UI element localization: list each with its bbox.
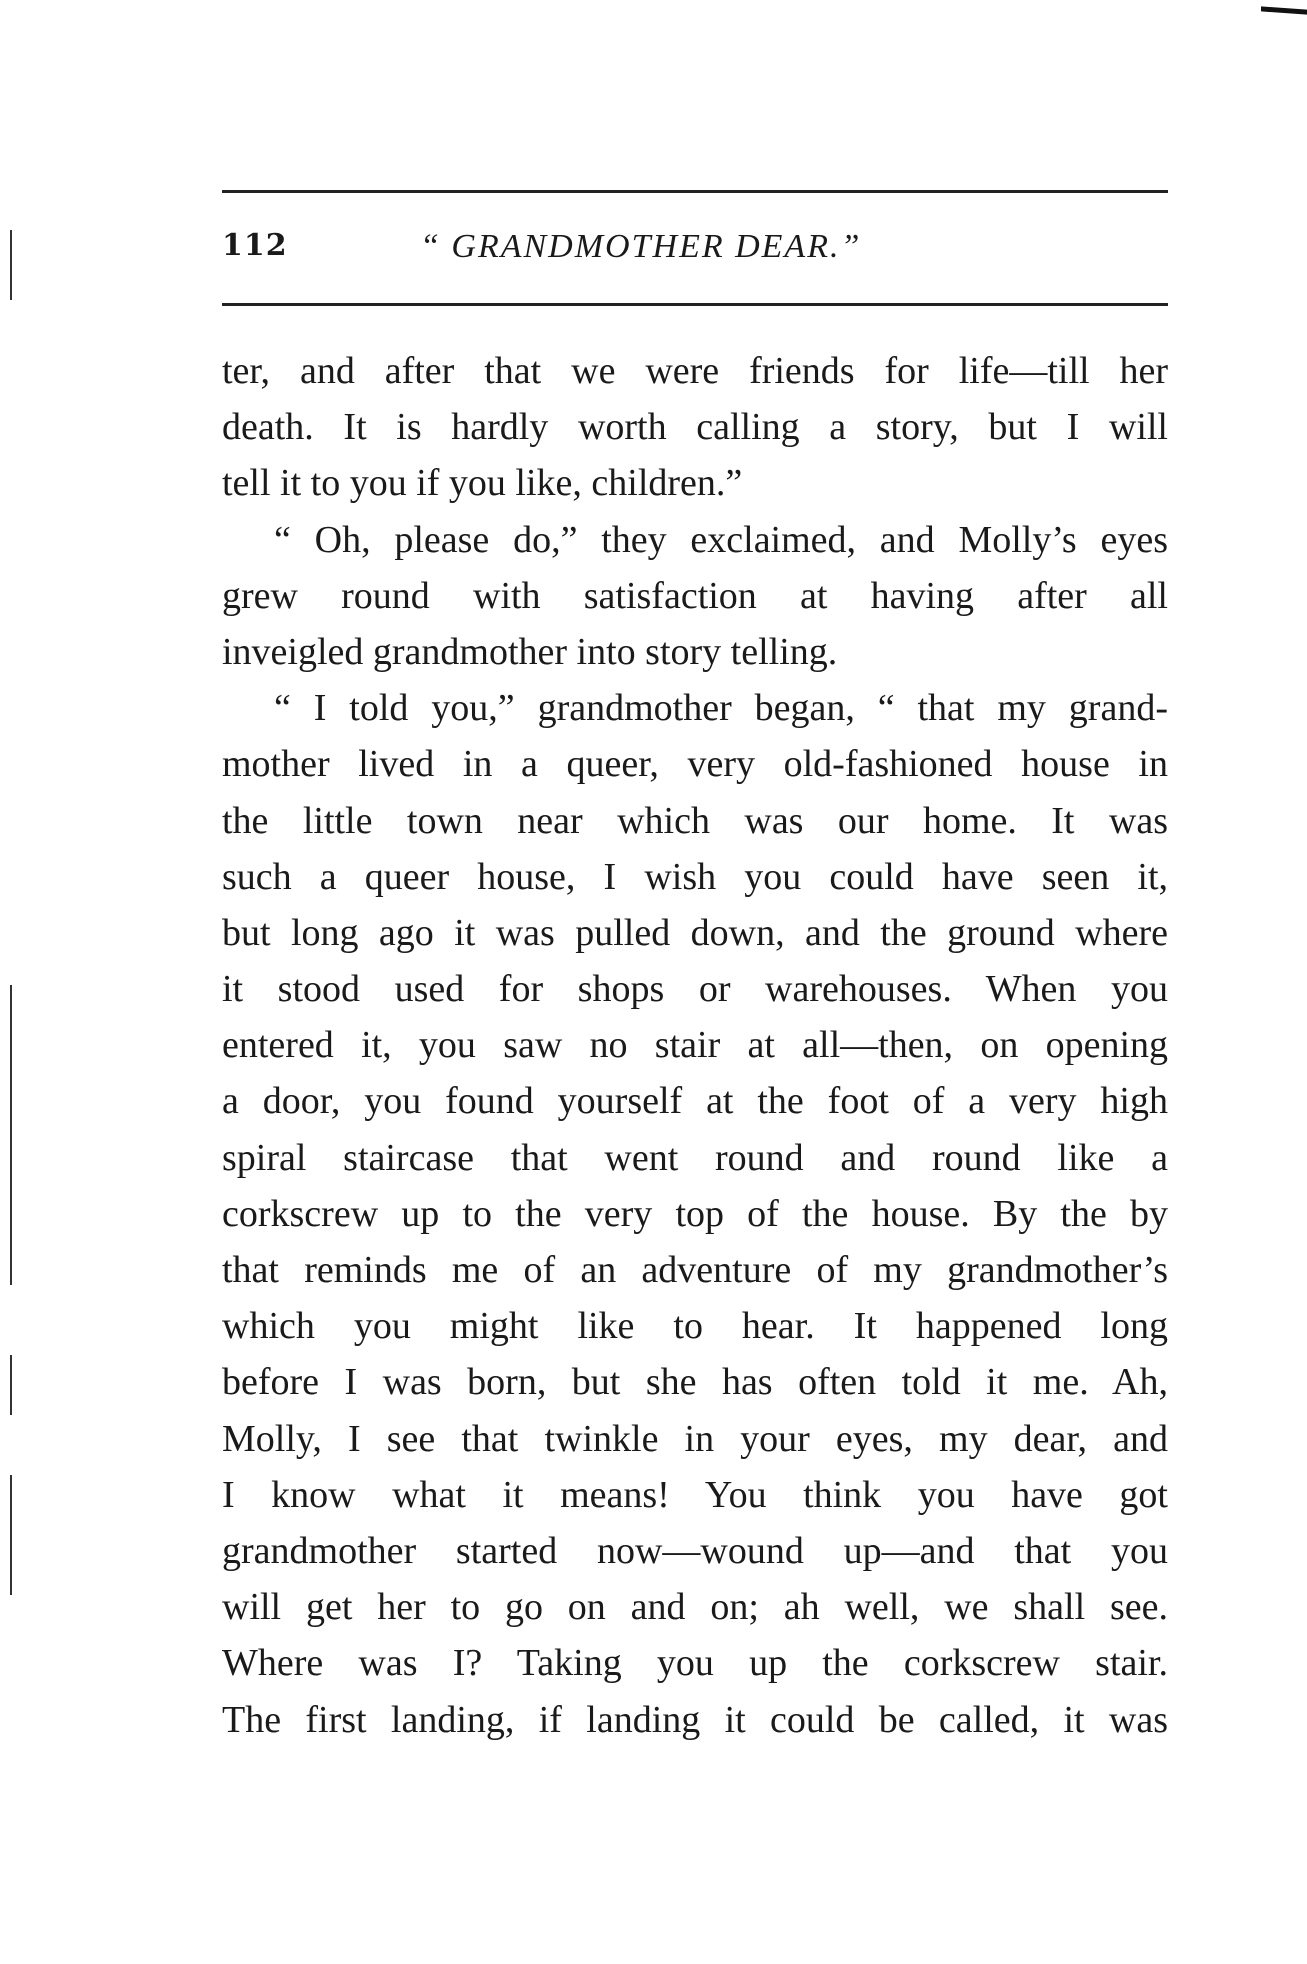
corner-mark: [1261, 6, 1307, 14]
text-line: tell it to you if you like, children.”: [222, 462, 743, 505]
text-line: mother lived in a queer, very old-fashioned house in: [222, 743, 1168, 786]
scan-edge-mark: [10, 1355, 12, 1415]
scan-edge-mark: [10, 985, 12, 1285]
text-line: Molly, I see that twinkle in your eyes, my dear, and: [222, 1417, 1168, 1460]
text-line: death. It is hardly worth calling a story, but I will: [222, 406, 1168, 449]
scan-edge-mark: [10, 230, 12, 300]
text-line: such a queer house, I wish you could have seen it,: [222, 855, 1168, 898]
text-line: inveigled grandmother into story telling.: [222, 630, 838, 673]
text-line: which you might like to hear. It happened long: [222, 1305, 1168, 1348]
running-head: [222, 228, 1168, 278]
text-line: before I was born, but she has often told it me. Ah,: [222, 1361, 1168, 1404]
running-title: “ GRANDMOTHER DEAR.”: [420, 228, 862, 265]
text-line: a door, you found yourself at the foot of a very high: [222, 1080, 1168, 1123]
text-line: the little town near which was our home. It was: [222, 799, 1168, 842]
text-line: spiral staircase that went round and round like a: [222, 1136, 1168, 1179]
text-line: will get her to go on and on; ah well, we shall see.: [222, 1586, 1168, 1629]
text-line: Where was I? Taking you up the corkscrew stair.: [222, 1642, 1168, 1685]
text-line: corkscrew up to the very top of the house. By the by: [222, 1192, 1168, 1235]
body-text: [222, 343, 1168, 1748]
text-line: “ Oh, please do,” they exclaimed, and Molly’s eyes: [274, 518, 1168, 561]
scan-edge-mark: [10, 1475, 12, 1595]
text-line: grandmother started now—wound up—and that you: [222, 1529, 1168, 1572]
page-number: 112: [222, 228, 288, 263]
text-line: grew round with satisfaction at having after all: [222, 574, 1168, 617]
text-line: The first landing, if landing it could be called, it was: [222, 1698, 1168, 1741]
text-line: but long ago it was pulled down, and the ground where: [222, 911, 1168, 954]
text-line: it stood used for shops or warehouses. When you: [222, 968, 1168, 1011]
header-rule-top: [222, 190, 1168, 193]
text-line: entered it, you saw no stair at all—then, on opening: [222, 1024, 1168, 1067]
header-rule-bottom: [222, 303, 1168, 306]
text-line: I know what it means! You think you have got: [222, 1473, 1168, 1516]
text-line: that reminds me of an adventure of my grandmother’s: [222, 1249, 1168, 1291]
text-line: “ I told you,” grandmother began, “ that my grand-: [274, 687, 1168, 730]
text-line: ter, and after that we were friends for life—till her: [222, 350, 1168, 392]
